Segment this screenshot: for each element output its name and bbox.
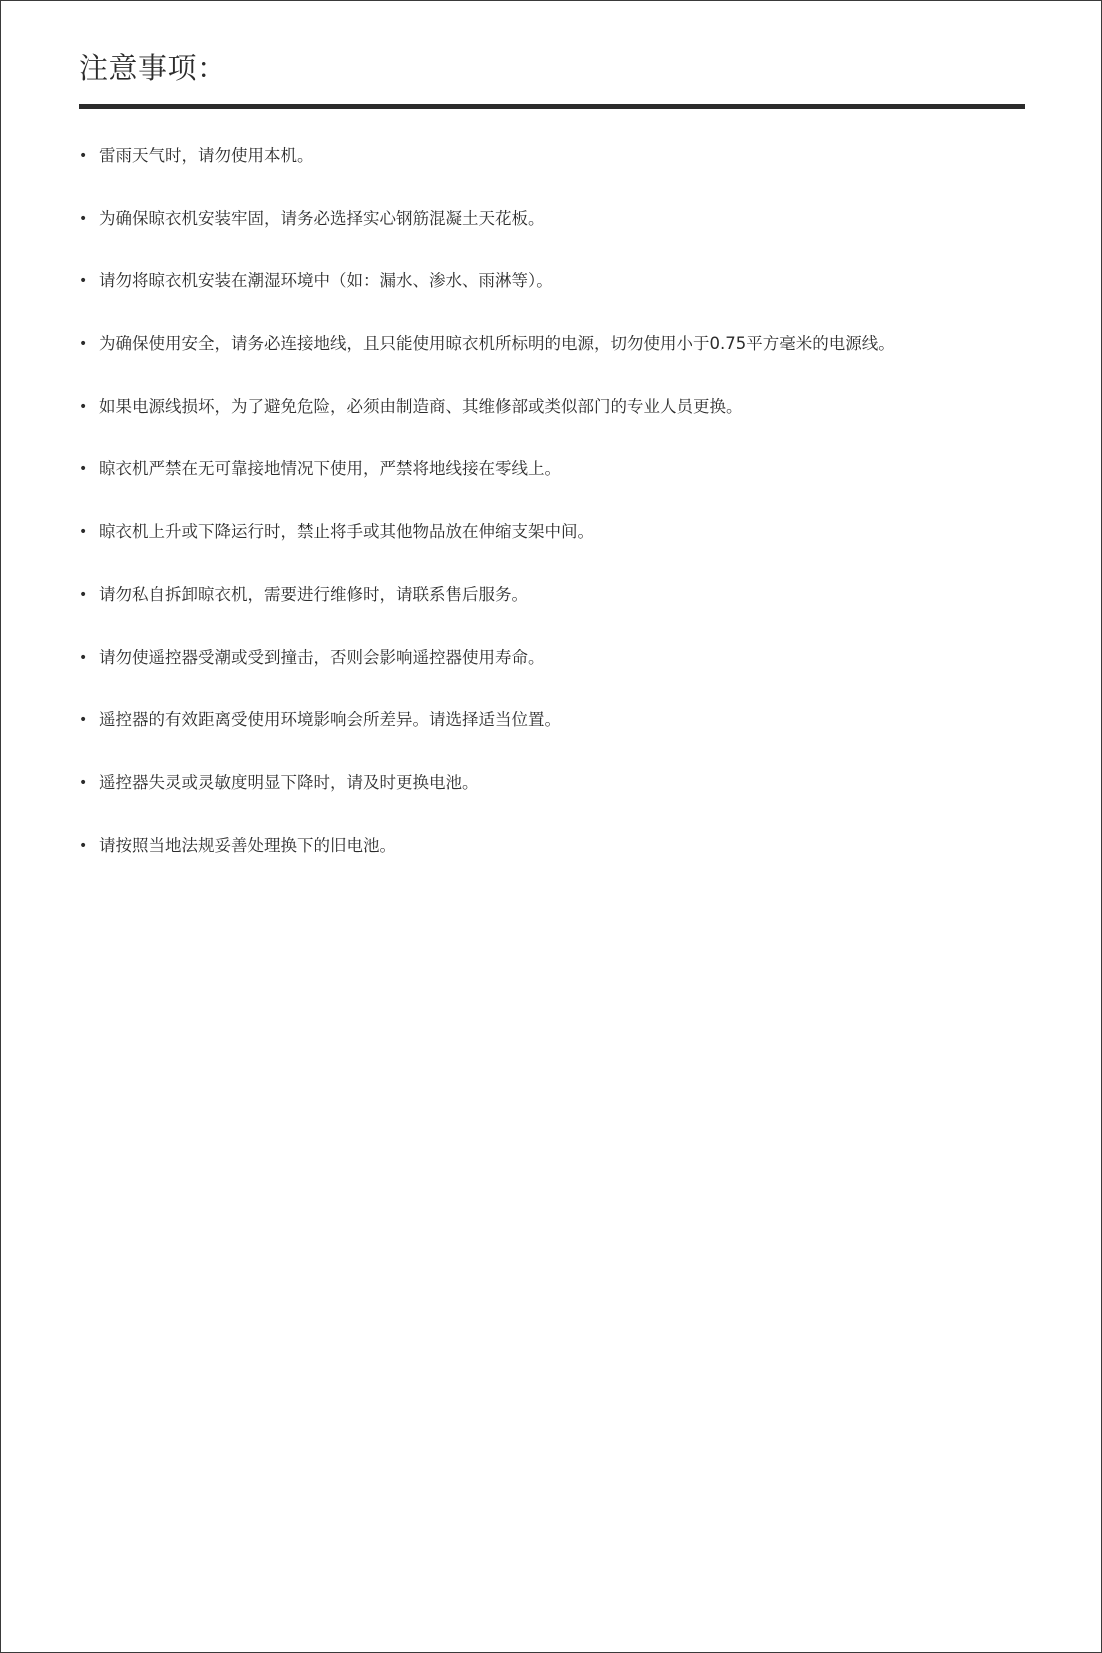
list-item-text: 晾衣机严禁在无可靠接地情况下使用，严禁将地线接在零线上。 — [99, 459, 561, 479]
list-item — [79, 392, 1039, 455]
list-item-text: 为确保晾衣机安装牢固，请务必选择实心钢筋混凝土天花板。 — [99, 208, 545, 228]
bullet-icon: • — [79, 398, 88, 415]
bullet-icon: • — [79, 712, 88, 729]
list-item-text: 请勿使遥控器受潮或受到撞击，否则会影响遥控器使用寿命。 — [99, 647, 545, 667]
bullet-icon: • — [79, 586, 88, 603]
precautions-list — [79, 141, 1039, 893]
list-item — [79, 643, 1039, 706]
list-item-text: 晾衣机上升或下降运行时，禁止将手或其他物品放在伸缩支架中间。 — [99, 522, 594, 542]
list-item — [79, 204, 1039, 267]
list-item — [79, 329, 1039, 392]
list-item — [79, 705, 1039, 768]
bullet-icon: • — [79, 210, 88, 227]
page-title: 注意事项： — [79, 51, 227, 85]
list-item — [79, 768, 1039, 831]
bullet-icon: • — [79, 524, 88, 541]
bullet-icon: • — [79, 837, 88, 854]
bullet-icon: • — [79, 273, 88, 290]
list-item — [79, 831, 1039, 894]
list-item-text: 为确保使用安全，请务必连接地线，且只能使用晾衣机所标明的电源，切勿使用小于0.75平方毫米的电源线。 — [99, 334, 895, 354]
list-item-text: 遥控器的有效距离受使用环境影响会所差异。请选择适当位置。 — [99, 710, 561, 730]
list-item-text: 请勿私自拆卸晾衣机，需要进行维修时，请联系售后服务。 — [99, 584, 528, 604]
list-item-text: 雷雨天气时，请勿使用本机。 — [99, 146, 314, 165]
bullet-icon: • — [79, 774, 88, 791]
bullet-icon: • — [79, 148, 88, 164]
list-item — [79, 580, 1039, 643]
list-item-text: 请按照当地法规妥善处理换下的旧电池。 — [99, 835, 396, 855]
list-item-text: 如果电源线损坏，为了避免危险，必须由制造商、其维修部或类似部门的专业人员更换。 — [99, 396, 743, 416]
list-item — [79, 517, 1039, 580]
list-item — [79, 141, 1039, 204]
list-item — [79, 266, 1039, 329]
list-item-text: 遥控器失灵或灵敏度明显下降时，请及时更换电池。 — [99, 772, 479, 792]
bullet-icon: • — [79, 649, 88, 666]
list-item — [79, 454, 1039, 517]
list-item-text: 请勿将晾衣机安装在潮湿环境中（如：漏水、渗水、雨淋等）。 — [99, 271, 553, 291]
bullet-icon: • — [79, 336, 88, 353]
title-divider — [79, 104, 1025, 109]
bullet-icon: • — [79, 461, 88, 478]
